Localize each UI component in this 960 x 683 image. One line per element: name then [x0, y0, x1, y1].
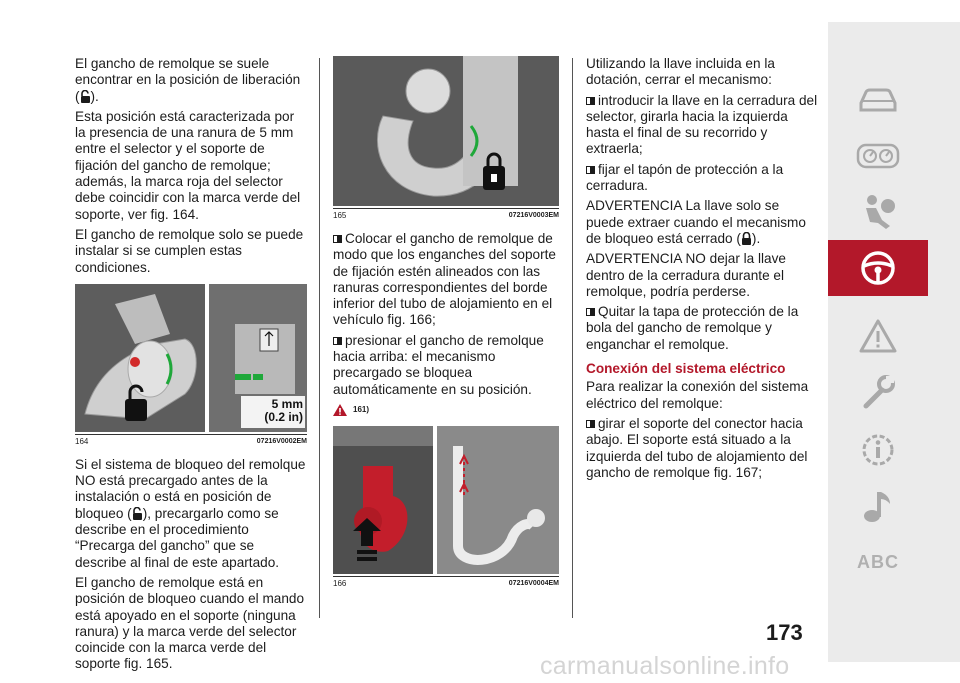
dimension-label: 5 mm (0.2 in)	[264, 396, 303, 424]
bullet-icon	[586, 420, 595, 428]
paragraph: El gancho de remolque está en posición de bloqueo cuando el mando está apoyado en el soporte (ninguna ranura) y la marca verde del selector coincide con la marca verde del soporte fig. 165.	[75, 574, 305, 672]
column-3	[586, 56, 818, 485]
warning-triangle-icon	[333, 404, 347, 416]
open-lock-icon	[132, 507, 143, 520]
figure-164-image	[75, 284, 307, 432]
paragraph: Esta posición está caracterizada por la presencia de una ranura de 5 mm entre el selector y el soporte de fijación del gancho de remolque; además, la marca roja del selector debe coincidir con la marca verde del soporte, ver fig. 164.	[75, 108, 301, 222]
sidebar-item-warnings[interactable]	[828, 308, 928, 364]
paragraph: Para realizar la conexión del sistema eléctrico del remolque:	[586, 379, 809, 411]
figure-165-image	[333, 56, 559, 206]
paragraph: Si el sistema de bloqueo del remolque NO está precargado antes de la instalación o está en posición de bloqueo ( ), precargarlo como se describe en el procedimiento “Precarga del gancho” que se describe al final de este apartado.	[75, 456, 306, 570]
sidebar-item-technical-data[interactable]	[828, 422, 928, 478]
column-2	[333, 56, 559, 599]
warning-reference: 161)	[333, 402, 559, 418]
warning-icon	[858, 318, 898, 354]
figure-166-caption	[333, 576, 559, 589]
bullet-icon	[333, 337, 342, 345]
sidebar-item-car[interactable]	[828, 72, 928, 128]
bullet-item: fijar el tapón de protección a la cerradura.	[586, 161, 784, 194]
steering-wheel-icon	[858, 248, 898, 288]
car-icon	[857, 85, 899, 115]
watermark: carmanualsonline.info	[540, 652, 790, 680]
bullet-icon	[586, 308, 595, 316]
bullet-item: Colocar el gancho de remolque de modo que los enganches del soporte de fijación estén alineados con las ranuras correspondientes del borde inferior del tubo de alojamiento en el vehículo fig. 166;	[333, 231, 556, 328]
chapter-sidebar	[828, 22, 960, 662]
bullet-item: introducir la llave en la cerradura del selector, girarla hacia la izquierda hasta el final de su recorrido y extraerla;	[586, 92, 818, 157]
closed-lock-icon	[741, 232, 752, 245]
figure-164-caption	[75, 434, 307, 447]
column-divider	[572, 58, 573, 618]
warning-paragraph: ADVERTENCIA La llave solo se puede extraer cuando el mecanismo de bloqueo está cerrado ( ).	[586, 198, 806, 246]
figure-code: 07216V0003EM	[508, 212, 559, 219]
section-title: Conexión del sistema eléctrico	[586, 361, 786, 377]
paragraph: Utilizando la llave incluida en la dotación, cerrar el mecanismo:	[586, 56, 775, 88]
bullet-icon	[586, 97, 595, 105]
figure-number: 164	[75, 436, 89, 446]
airbag-icon	[858, 192, 898, 232]
wrench-icon	[858, 372, 898, 412]
sidebar-item-dashboard[interactable]	[828, 128, 928, 184]
tow-hook-locked-illustration	[333, 56, 559, 206]
bullet-item: Quitar la tapa de protección de la bola del gancho de remolque y enganchar el remolque.	[586, 304, 799, 352]
info-gear-icon	[858, 430, 898, 470]
figure-165-caption	[333, 208, 559, 221]
sidebar-item-safety[interactable]	[828, 184, 928, 240]
figure-number: 166	[333, 579, 347, 589]
sidebar-item-driving[interactable]	[828, 240, 928, 296]
sidebar-item-multimedia[interactable]	[828, 478, 928, 534]
abc-index-label: ABC	[857, 551, 899, 572]
open-lock-icon	[80, 90, 91, 103]
column-1	[75, 56, 307, 677]
warning-paragraph: ADVERTENCIA NO dejar la llave dentro de la cerradura durante el remolque, podría perderse.	[586, 251, 786, 299]
bullet-icon	[586, 166, 595, 174]
bullet-item: presionar el gancho de remolque hacia arriba: el mecanismo precargado se bloquea automáticamente en su posición.	[333, 332, 544, 397]
tow-hook-installation-illustration	[333, 426, 559, 574]
sidebar-item-index[interactable]	[828, 534, 928, 590]
paragraph: El gancho de remolque se suele encontrar en la posición de liberación ( ).	[75, 56, 301, 104]
figure-code: 07216V0004EM	[508, 580, 559, 588]
figure-166-image	[333, 426, 559, 574]
page-number: 173	[766, 620, 803, 645]
paragraph: El gancho de remolque solo se puede instalar si se cumplen estas condiciones.	[75, 226, 304, 275]
column-divider	[319, 58, 320, 618]
dashboard-icon	[856, 141, 900, 171]
figure-code: 07216V0002EM	[256, 437, 307, 445]
figure-number: 165	[333, 211, 347, 220]
bullet-item: girar el soporte del conector hacia abajo. El soporte está situado a la izquierda del tubo de alojamiento del gancho de remolque fig. 167;	[586, 415, 808, 480]
bullet-icon	[333, 235, 342, 243]
sidebar-item-maintenance[interactable]	[828, 364, 928, 420]
music-icon	[860, 486, 896, 526]
